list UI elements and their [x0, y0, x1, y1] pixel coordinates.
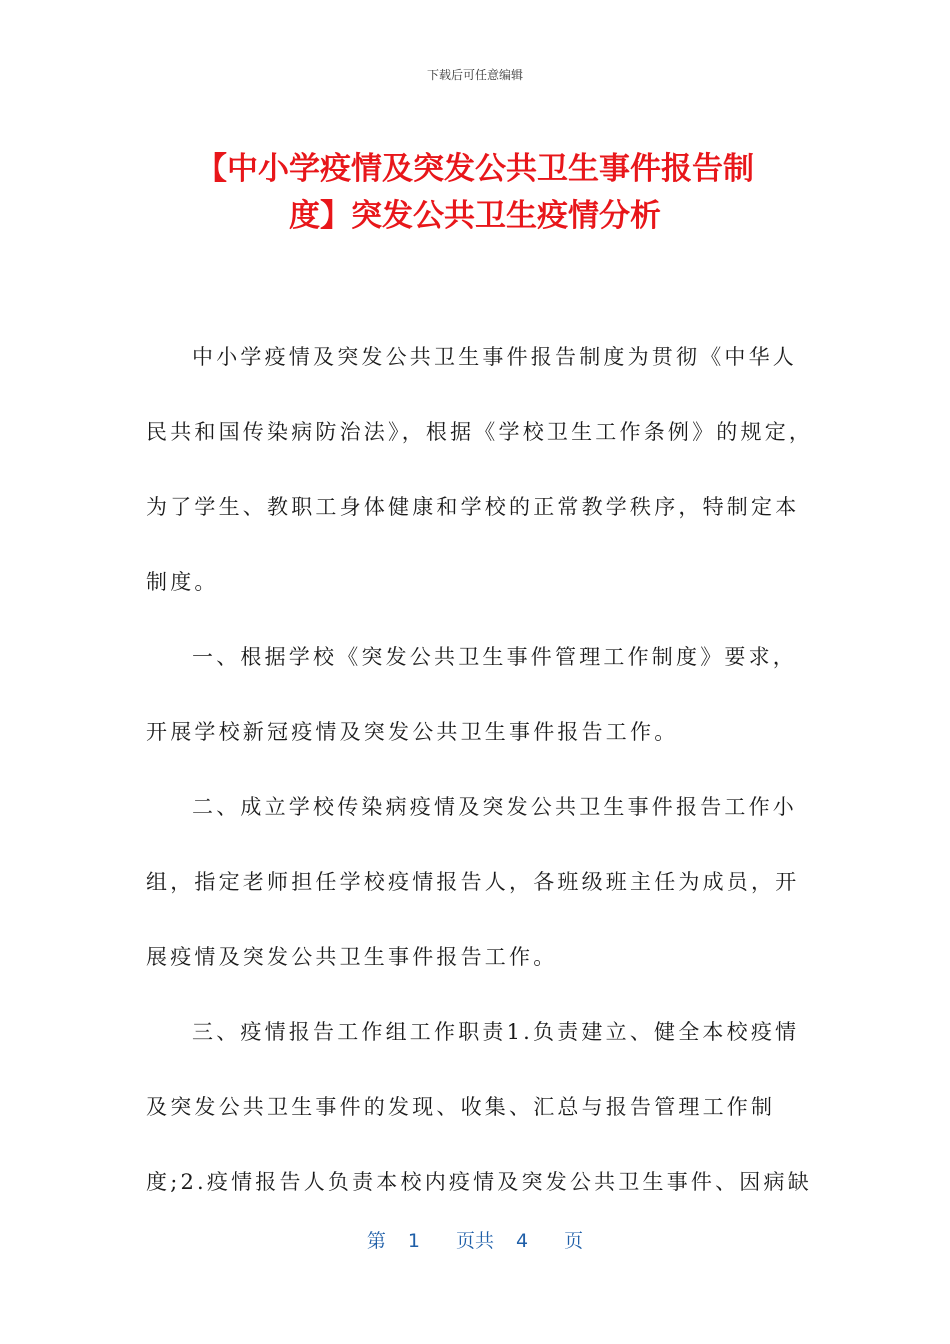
- body-line: 及突发公共卫生事件的发现、收集、汇总与报告管理工作制: [146, 1095, 776, 1119]
- title-line-1: 【中小学疫情及突发公共卫生事件报告制: [196, 151, 754, 187]
- document-title: [120, 146, 830, 240]
- footer-middle: 页共: [455, 1230, 494, 1252]
- footer-suffix: 页: [564, 1230, 584, 1252]
- body-line: 组，指定老师担任学校疫情报告人，各班级班主任为成员，开: [146, 870, 800, 894]
- body-line: 度;2.疫情报告人负责本校内疫情及突发公共卫生事件、因病缺: [146, 1170, 812, 1194]
- body-line: 为了学生、教职工身体健康和学校的正常教学秩序，特制定本: [146, 495, 800, 519]
- body-line: 民共和国传染病防治法》，根据《学校卫生工作条例》的规定，: [146, 420, 814, 444]
- body-line: 制度。: [146, 570, 219, 594]
- body-line: 一、根据学校《突发公共卫生事件管理工作制度》要求，: [192, 645, 797, 669]
- body-line: 三、疫情报告工作组工作职责1.负责建立、健全本校疫情: [192, 1020, 800, 1044]
- title-line-2: 度】突发公共卫生疫情分析: [289, 198, 661, 234]
- body-line: 开展学校新冠疫情及突发公共卫生事件报告工作。: [146, 720, 679, 744]
- page-footer: [0, 1226, 950, 1253]
- footer-page-number: 1: [407, 1230, 420, 1252]
- footer-prefix: 第: [366, 1230, 386, 1252]
- body-line: 展疫情及突发公共卫生事件报告工作。: [146, 945, 558, 969]
- footer-total-pages: 4: [516, 1230, 529, 1252]
- body-line: 中小学疫情及突发公共卫生事件报告制度为贯彻《中华人: [192, 345, 797, 369]
- header-note: 下载后可任意编辑: [426, 68, 523, 82]
- body-line: 二、成立学校传染病疫情及突发公共卫生事件报告工作小: [192, 795, 797, 819]
- document-body: [146, 320, 814, 1220]
